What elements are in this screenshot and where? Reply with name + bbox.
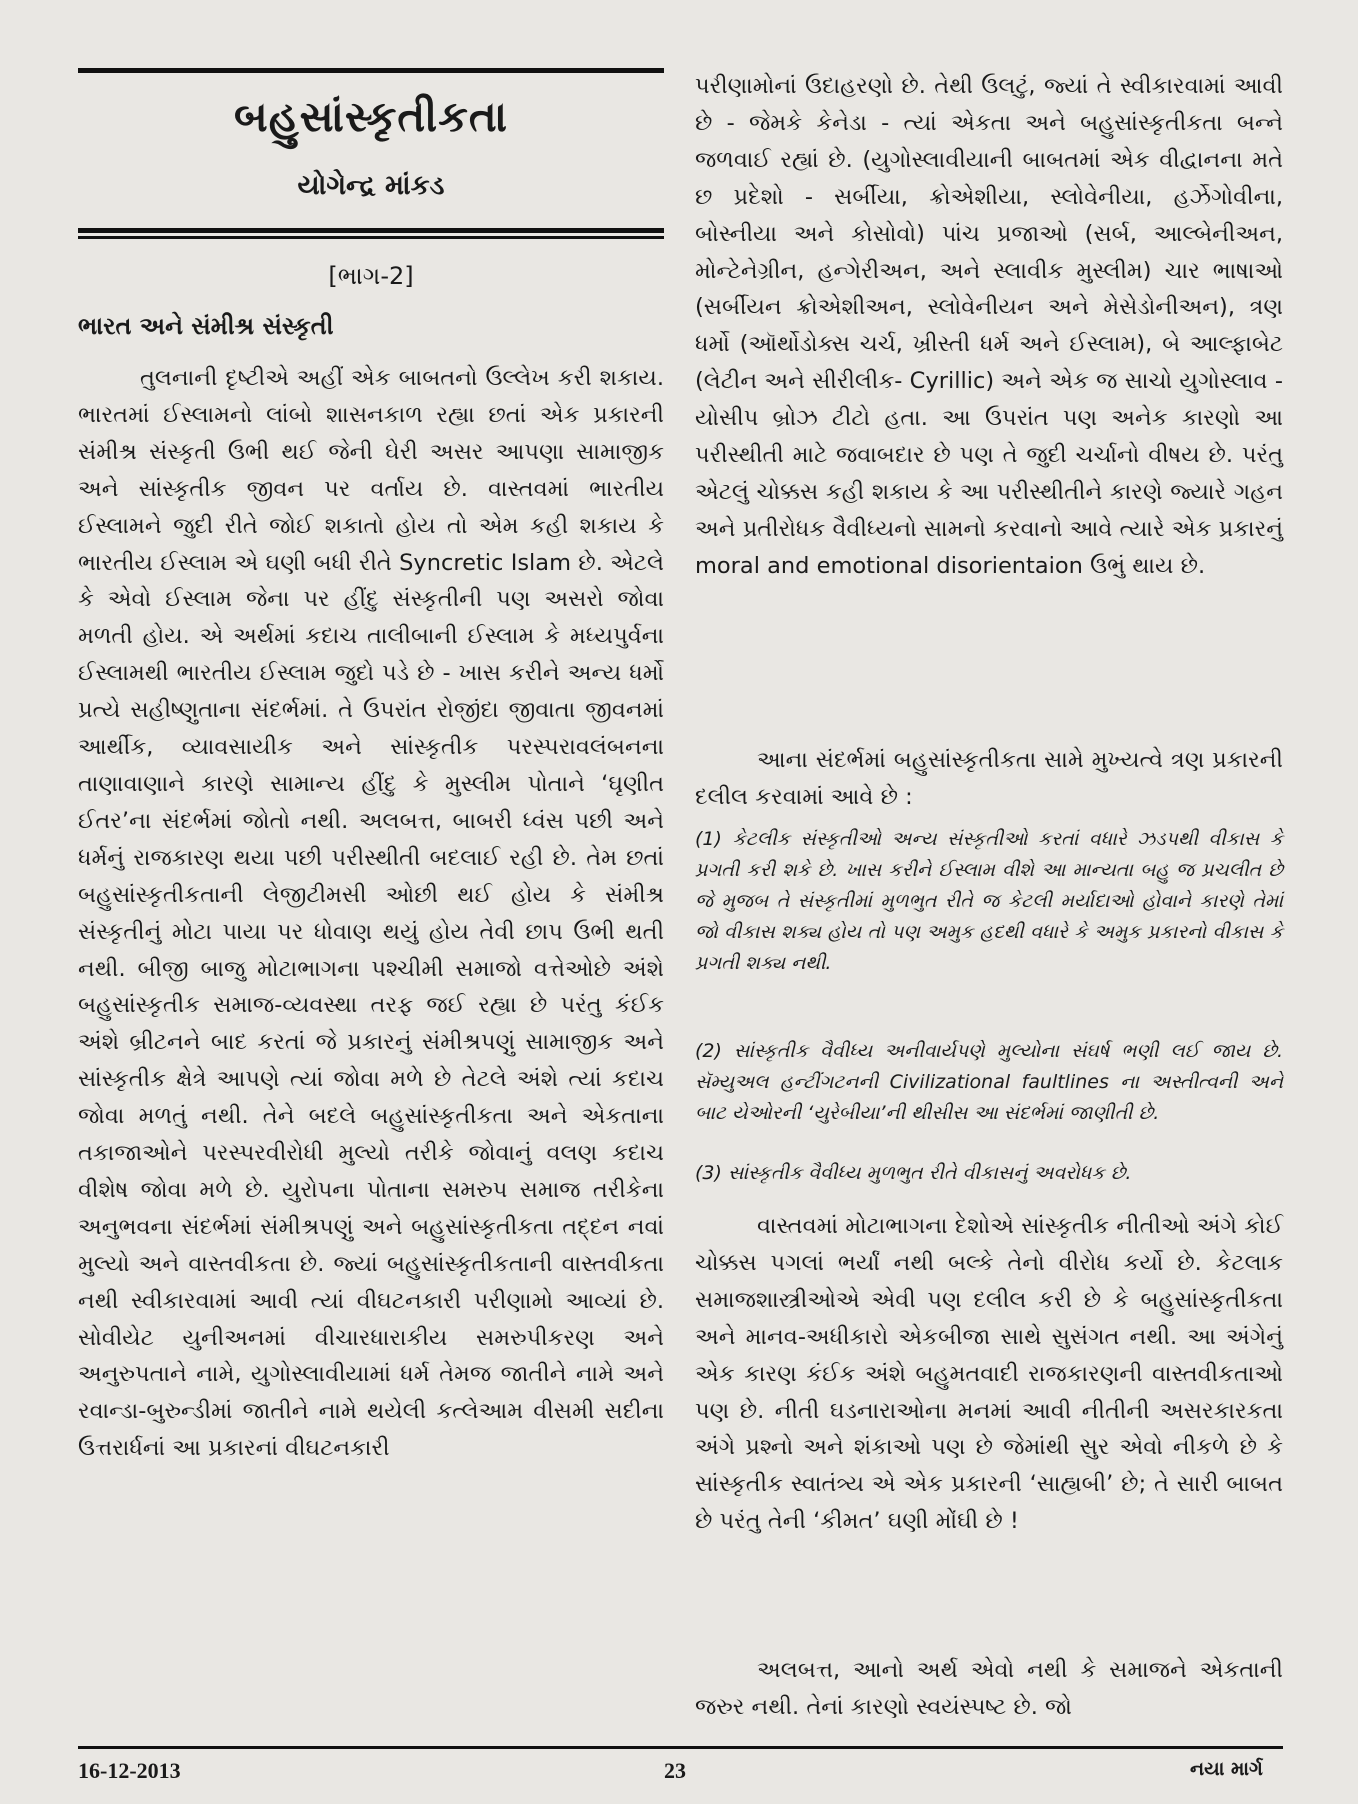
body-paragraph: વાસ્તવમાં મોટાભાગના દેશોએ સાંસ્કૃતીક નીતીઓ અંગે કોઈ ચોક્કસ પગલાં ભર્યાં નથી બલ્કે તેનો વીરોધ કર્યો છે. કેટલાક સમાજશાસ્ત્રીઓએ એવી પણ દલીલ કરી છે કે બહુસાંસ્કૃતીકતા અને માનવ-અધીકારો એકબીજા સાથે સુસંગત નથી. આ અંગેનું એક કારણ કંઈક અંશે બહુમતવાદી રાજકારણની વાસ્તવીકતાઓ પણ છે. નીતી ઘડનારાઓના મનમાં આવી નીતીની અસરકારકતા અંગે પ્રશ્નો અને શંકાઓ પણ છે જેમાંથી સુર એવો નીકળે છે કે સાંસ્કૃતીક સ્વાતંત્ર્ય એ એક પ્રકારની ‘સાહ્યબી’ છે; તે સારી બાબત છે પરંતુ તેની ‘કીમત’ ઘણી મોંઘી છે ! (695, 1213, 1283, 1535)
body-paragraph: અલબત્ત, આનો અર્થ એવો નથી કે સમાજને એકતાની જરુર નથી. તેનાં કારણો સ્વયંસ્પષ્ટ છે. જો (695, 1657, 1283, 1720)
article-author: યોગેન્દ્ર માંકડ (297, 170, 445, 201)
issue-date: 16-12-2013 (78, 1758, 181, 1783)
footer-rule (78, 1746, 1283, 1749)
part-label: [ભાગ-2] (328, 262, 414, 290)
page-number: 23 (664, 1758, 686, 1783)
argument-item: (1) કેટલીક સંસ્કૃતીઓ અન્ય સંસ્કૃતીઓ કરતાં વધારે ઝડપથી વીકાસ કે પ્રગતી કરી શકે છે. ખાસ કરીને ઈસ્લામ વીશે આ માન્યતા બહુ જ પ્રચલીત છે જે મુજબ તે સંસ્કૃતીમાં મુળભુત રીતે જ કેટલી મર્યાદાઓ હોવાને કારણે તેમાં જો વીકાસ શક્ય હોય તો પણ અમુક હદથી વધારે કે અમુક પ્રકારનો વીકાસ કે પ્રગતી શક્ય નથી. (695, 828, 1283, 974)
title-bottom-rule (78, 228, 664, 233)
body-paragraph: તુલનાની દૃષ્ટીએ અહીં એક બાબતનો ઉલ્લેખ કરી શકાય. ભારતમાં ઈસ્લામનો લાંબો શાસનકાળ રહ્યા છતાં એક પ્રકારની સંમીશ્ર સંસ્કૃતી ઉભી થઈ જેની ઘેરી અસર આપણા સામાજીક અને સાંસ્કૃતીક જીવન પર વર્તાય છે. વાસ્તવમાં ભારતીય ઈસ્લામને જુદી રીતે જોઈ શકાતો હોય તો એમ કહી શકાય કે ભારતીય ઈસ્લામ એ ઘણી બધી રીતે Syncretic Islam છે. એટલે કે એવો ઈસ્લામ જેના પર હીંદુ સંસ્કૃતીની પણ અસરો જોવા મળતી હોય. એ અર્થમાં કદાચ તાલીબાની ઈસ્લામ કે મધ્યપુર્વના ઈસ્લામથી ભારતીય ઈસ્લામ જુદો પડે છે - ખાસ કરીને અન્ય ધર્મો પ્રત્યે સહીષ્ણુતાના સંદર્ભમાં. તે ઉપરાંત રોજીંદા જીવાતા જીવનમાં આર્થીક, વ્યાવસાયીક અને સાંસ્કૃતીક પરસ્પરાવલંબનના તાણાવાણાને કારણે સામાન્ય હીંદુ કે મુસ્લીમ પોતાને ‘ઘૃણીત ઈતર’ના સંદર્ભમાં જોતો નથી. અલબત્ત, બાબરી ધ્વંસ પછી અને ધર્મનું રાજકારણ થયા પછી પરીસ્થીતી બદલાઈ રહી છે. તેમ છતાં બહુસાંસ્કૃતીકતાની લેજીટીમસી ઓછી થઈ હોય કે સંમીશ્ર સંસ્કૃતીનું મોટા પાયા પર ધોવાણ થયું હોય તેવી છાપ ઉભી થતી નથી. બીજી બાજુ મોટાભાગના પશ્ચીમી સમાજો વત્તેઓછે અંશે બહુસાંસ્કૃતીક સમાજ-વ્યવસ્થા તરફ જઈ રહ્યા છે પરંતુ કંઈક અંશે બ્રીટનને બાદ કરતાં જે પ્રકારનું સંમીશ્રપણું સામાજીક અને સાંસ્કૃતીક ક્ષેત્રે આપણે ત્યાં જોવા મળે છે તેટલે અંશે ત્યાં કદાચ જોવા મળતું નથી. તેને બદલે બહુસાંસ્કૃતીકતા અને એકતાના તકાજાઓને પરસ્પરવીરોધી મુલ્યો તરીકે જોવાનું વલણ કદાચ વીશેષ જોવા મળે છે. યુરોપના પોતાના સમરુપ સમાજ તરીકેના અનુભવના સંદર્ભમાં સંમીશ્રપણું અને બહુસાંસ્કૃતીકતા તદ્દન નવાં મુલ્યો અને વાસ્તવીકતા છે. જ્યાં બહુસાંસ્કૃતીકતાની વાસ્તવીકતા નથી સ્વીકારવામાં આવી ત્યાં વીઘટનકારી પરીણામો આવ્યાં છે. સોવીયેટ યુનીઅનમાં વીચારધારાકીય સમરુપીકરણ અને અનુરુપતાને નામે, યુગોસ્લાવીયામાં ધર્મ તેમજ જાતીને નામે અને રવાન્ડા-બુરુન્ડીમાં જાતીને નામે થયેલી કત્લેઆમ વીસમી સદીના ઉત્તરાર્ધનાં આ પ્રકારનાં વીઘટનકારી (78, 365, 664, 1462)
body-paragraph: પરીણામોનાં ઉદાહરણો છે. તેથી ઉલટું, જ્યાં તે સ્વીકારવામાં આવી છે - જેમકે કેનેડા - ત્યાં એકતા અને બહુસાંસ્કૃતીકતા બન્ને જળવાઈ રહ્યાં છે. (યુગોસ્લાવીયાની બાબતમાં એક વીદ્વાનના મતે છ પ્રદેશો - સર્બીયા, ક્રોએશીયા, સ્લોવેનીયા, હર્ઝેગોવીના, બોસ્નીયા અને કોસોવો) પાંચ પ્રજાઓ (સર્બ, આલ્બેનીઅન, મોન્ટેનેગ્રીન, હન્ગેરીઅન, અને સ્લાવીક મુસ્લીમ) ચાર ભાષાઓ (સર્બીયન ક્રોએશીઅન, સ્લોવેનીયન અને મેસેડોનીઅન), ત્રણ ધર્મો (ઑર્થોડોક્સ ચર્ચ, ખ્રીસ્તી ધર્મ અને ઈસ્લામ), બે આલ્ફાબેટ (લેટીન અને સીરીલીક- Cyrillic) અને એક જ સાચો યુગોસ્લાવ - યોસીપ બ્રોઝ ટીટો હતા. આ ઉપરાંત પણ અનેક કારણો આ પરીસ્થીતી માટે જવાબદાર છે પણ તે જુદી ચર્ચાનો વીષય છે. પરંતુ એટલું ચોક્કસ કહી શકાય કે આ પરીસ્થીતીને કારણે જ્યારે ગહન અને પ્રતીરોધક વૈવીધ્યનો સામનો કરવાનો આવે ત્યારે એક પ્રકારનું moral and emotional disorientaion ઉભું થાય છે. (695, 73, 1283, 579)
title-bottom-rule-thin (78, 236, 664, 239)
section-heading: ભારત અને સંમીશ્ર સંસ્કૃતી (78, 312, 334, 340)
magazine-name: નયા માર્ગ (1190, 1758, 1263, 1780)
title-top-rule (78, 68, 664, 73)
article-title: બહુસાંસ્કૃતીકતા (234, 92, 508, 141)
argument-item: (2) સાંસ્કૃતીક વૈવીધ્ય અનીવાર્યપણે મુલ્યોના સંઘર્ષ ભણી લઈ જાય છે. સૅમ્યુઅલ હન્ટીંગટનની Civilizational faultlines ના અસ્તીત્વની અને બાટ યેઓરની ‘યુરેબીયા’ની થીસીસ આ સંદર્ભમાં જાણીતી છે. (695, 1040, 1283, 1124)
body-paragraph: આના સંદર્ભમાં બહુસાંસ્કૃતીકતા સામે મુખ્યત્વે ત્રણ પ્રકારની દલીલ કરવામાં આવે છે : (695, 747, 1283, 810)
argument-item: (3) સાંસ્કૃતીક વૈવીધ્ય મુળભુત રીતે વીકાસનું અવરોધક છે. (695, 1162, 1132, 1184)
